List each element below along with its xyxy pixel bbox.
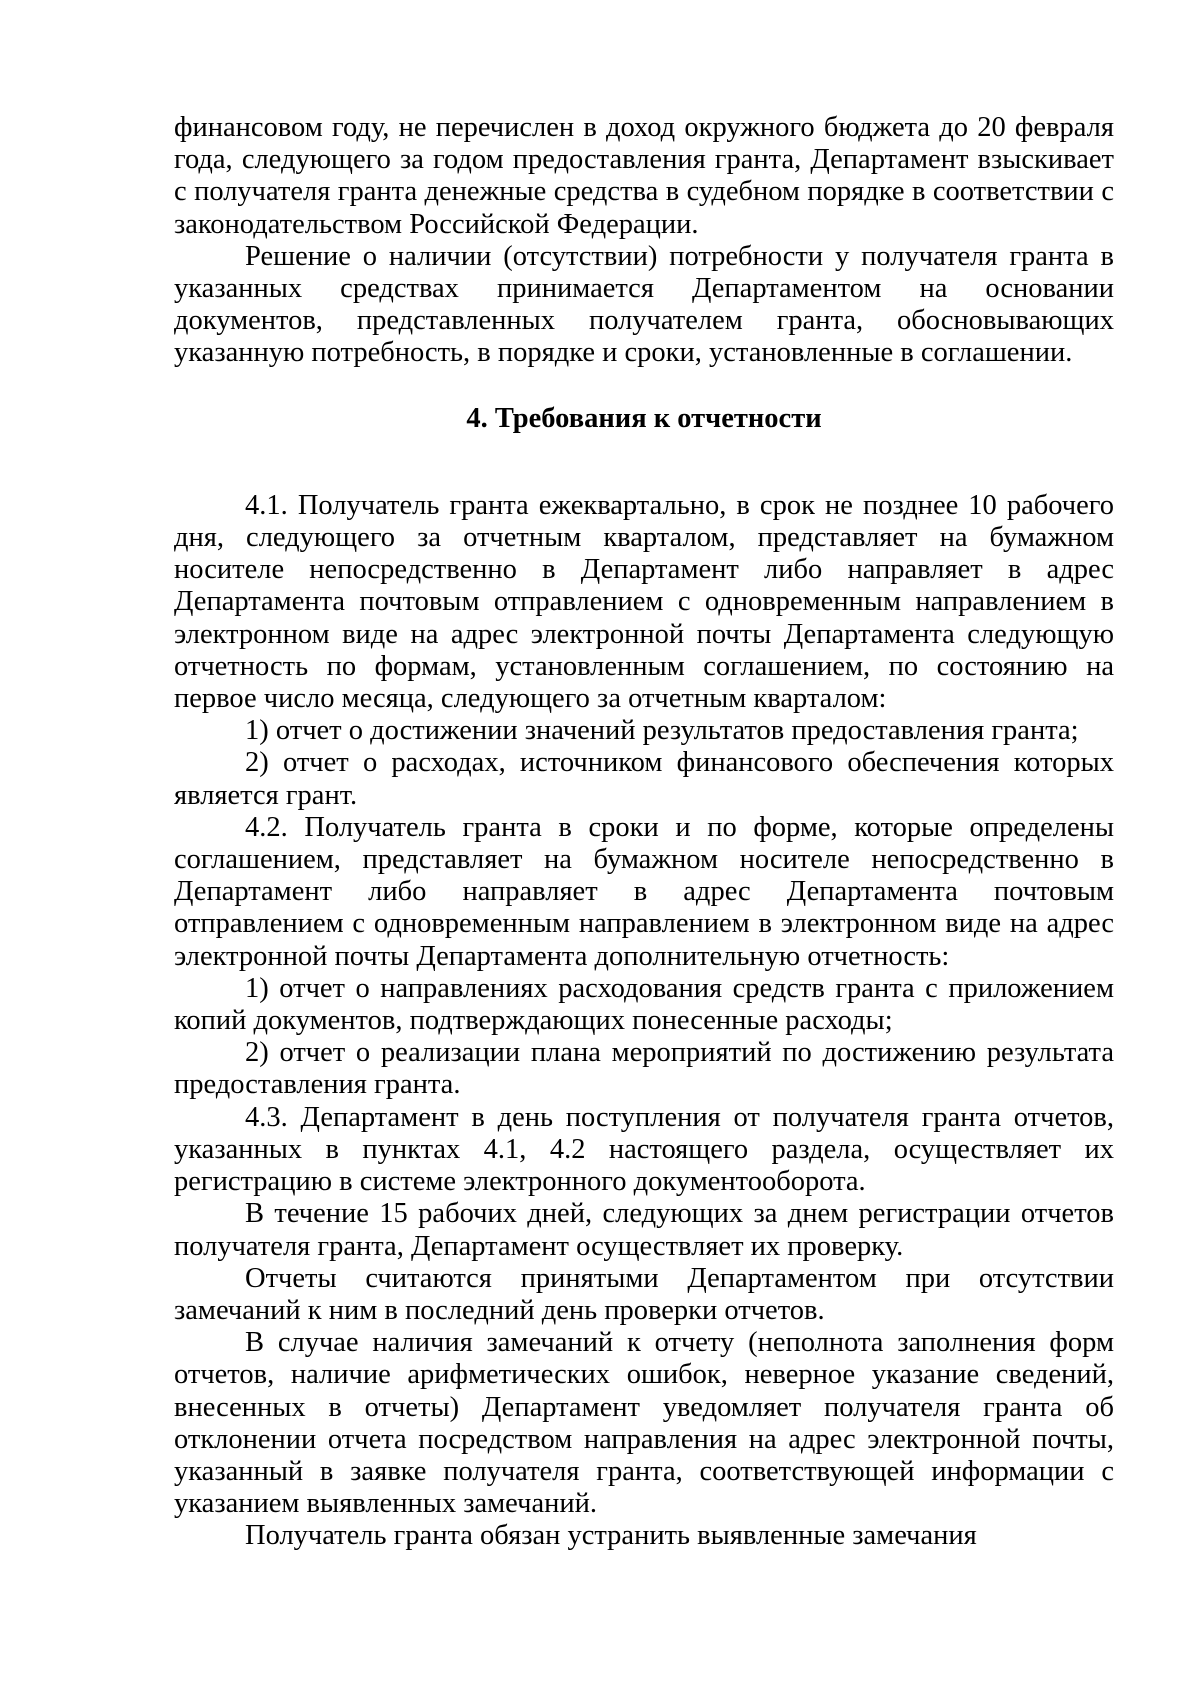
paragraph-4-2: 4.2. Получатель гранта в сроки и по форме, которые определены соглашением, представляет на бумажном носителе непосредственно в Департамент либо направляет в адрес Департамента почтовым отправлением с одновременным направлением в электронном виде на адрес электронной почты Департамента дополнительную отчетность: bbox=[174, 811, 1114, 972]
paragraph-review-period: В течение 15 рабочих дней, следующих за днем регистрации отчетов получателя гранта, Департамент осуществляет их проверку. bbox=[174, 1198, 1114, 1262]
section-heading: 4. Требования к отчетности bbox=[466, 402, 822, 434]
list-item-4-1-2: 2) отчет о расходах, источником финансового обеспечения которых является грант. bbox=[174, 747, 1114, 811]
paragraph-4-3: 4.3. Департамент в день поступления от получателя гранта отчетов, указанных в пунктах 4.1, 4.2 настоящего раздела, осуществляет их регистрацию в системе электронного документооборота. bbox=[174, 1101, 1114, 1198]
paragraph-obligation: Получатель гранта обязан устранить выявленные замечания bbox=[245, 1520, 977, 1552]
paragraph-need-decision: Решение о наличии (отсутствии) потребности у получателя гранта в указанных средствах принимается Департаментом на основании документов, представленных получателем гранта, обосновывающих указанную потребность, в порядке и сроки, установленные в соглашении. bbox=[174, 240, 1114, 369]
paragraph-continuation: финансовом году, не перечислен в доход окружного бюджета до 20 февраля года, следующего за годом предоставления гранта, Департамент взыскивает с получателя гранта денежные средства в судебном порядке в соответствии с законодательством Российской Федерации. bbox=[174, 112, 1114, 240]
paragraph-4-1: 4.1. Получатель гранта ежеквартально, в срок не позднее 10 рабочего дня, следующего за отчетным кварталом, представляет на бумажном носителе непосредственно в Департамент либо направляет в адрес Департамента почтовым отправлением с одновременным направлением в электронном виде на адрес электронной почты Департамента следующую отчетность по формам, установленным соглашением, по состоянию на первое число месяца, следующего за отчетным кварталом: bbox=[174, 489, 1114, 715]
paragraph-remarks: В случае наличия замечаний к отчету (неполнота заполнения форм отчетов, наличие арифметических ошибок, неверное указание сведений, внесенных в отчеты) Департамент уведомляет получателя гранта об отклонении отчета посредством направления на адрес электронной почты, указанный в заявке получателя гранта, соответствующей информации с указанием выявленных замечаний. bbox=[174, 1327, 1114, 1520]
list-item-4-2-2: 2) отчет о реализации плана мероприятий по достижению результата предоставления гранта. bbox=[174, 1037, 1114, 1101]
paragraph-reports-accepted: Отчеты считаются принятыми Департаментом при отсутствии замечаний к ним в последний день проверки отчетов. bbox=[174, 1262, 1114, 1326]
list-item-4-1-1: 1) отчет о достижении значений результатов предоставления гранта; bbox=[245, 715, 1079, 747]
document-page bbox=[174, 112, 1114, 1553]
list-item-4-2-1: 1) отчет о направлениях расходования средств гранта с приложением копий документов, подтверждающих понесенные расходы; bbox=[174, 972, 1114, 1037]
